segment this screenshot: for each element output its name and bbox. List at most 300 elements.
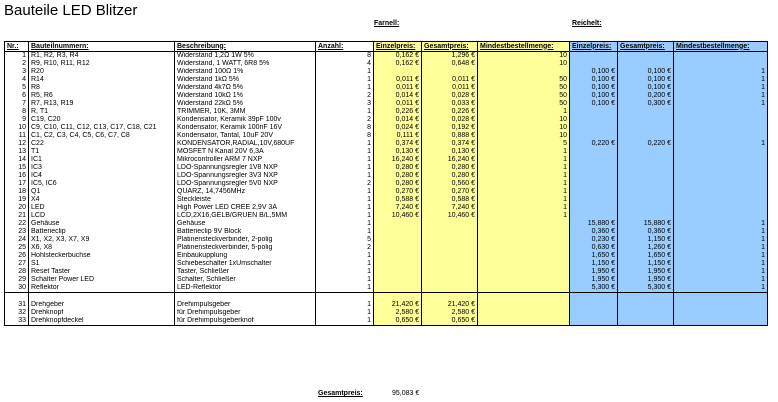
table-cell[interactable]: 5 (478, 140, 570, 148)
table-cell[interactable]: 22 (5, 220, 29, 228)
table-cell[interactable] (674, 196, 768, 204)
table-cell[interactable]: 10 (478, 60, 570, 68)
table-cell[interactable]: 0,270 € (422, 188, 478, 196)
table-cell[interactable]: 0,280 € (422, 172, 478, 180)
table-cell[interactable] (422, 68, 478, 76)
table-cell[interactable]: 0,588 € (422, 196, 478, 204)
table-cell[interactable]: 1 (478, 204, 570, 212)
table-cell[interactable]: 18 (5, 188, 29, 196)
table-cell[interactable] (618, 116, 674, 124)
table-cell[interactable]: 1,950 € (570, 276, 618, 284)
table-cell[interactable] (478, 220, 570, 228)
table-cell[interactable] (478, 260, 570, 268)
table-cell[interactable]: High Power LED CREE 2,9V 3A (175, 204, 316, 212)
table-cell[interactable]: 27 (5, 260, 29, 268)
table-cell[interactable]: 0,588 € (374, 196, 422, 204)
table-cell[interactable]: 50 (478, 84, 570, 92)
table-cell[interactable]: 4 (5, 76, 29, 84)
table-cell[interactable]: 2,580 € (374, 309, 422, 317)
table-cell[interactable]: 31 (5, 301, 29, 309)
table-cell[interactable] (570, 52, 618, 61)
table-cell[interactable]: Drehimpulsgeber (175, 301, 316, 309)
table-cell[interactable]: 0,130 € (374, 148, 422, 156)
table-cell[interactable] (570, 196, 618, 204)
table-cell[interactable] (570, 148, 618, 156)
table-cell[interactable]: 1,260 € (618, 244, 674, 252)
table-cell[interactable] (570, 293, 618, 302)
table-cell[interactable] (570, 116, 618, 124)
table-cell[interactable]: IC3 (29, 164, 175, 172)
table-cell[interactable] (422, 260, 478, 268)
table-cell[interactable]: 0,028 € (422, 92, 478, 100)
table-cell[interactable]: 1,950 € (618, 276, 674, 284)
table-cell[interactable] (618, 188, 674, 196)
table-cell[interactable] (674, 172, 768, 180)
table-cell[interactable]: 1 (478, 196, 570, 204)
table-cell[interactable]: Widerstand 1,2Ω 1W 5% (175, 52, 316, 61)
table-cell[interactable]: Reflektor (29, 284, 175, 293)
table-cell[interactable]: 6 (5, 92, 29, 100)
table-cell[interactable] (374, 276, 422, 284)
table-cell[interactable]: IC1 (29, 156, 175, 164)
table-cell[interactable]: 0,011 € (374, 76, 422, 84)
table-cell[interactable]: Platinensteckverbinder, 2-polig (175, 236, 316, 244)
table-cell[interactable]: 1 (674, 68, 768, 76)
table-cell[interactable]: 50 (478, 76, 570, 84)
table-cell[interactable]: 15 (5, 164, 29, 172)
table-cell[interactable] (570, 204, 618, 212)
table-cell[interactable]: 24 (5, 236, 29, 244)
table-cell[interactable]: 1 (674, 220, 768, 228)
table-cell[interactable] (374, 268, 422, 276)
table-cell[interactable] (618, 132, 674, 140)
table-cell[interactable]: 1,950 € (570, 268, 618, 276)
table-cell[interactable] (570, 309, 618, 317)
table-cell[interactable] (570, 156, 618, 164)
table-cell[interactable]: Q1 (29, 188, 175, 196)
table-cell[interactable]: LDO-Spannungsregler 5V0 NXP (175, 180, 316, 188)
table-cell[interactable] (674, 52, 768, 61)
table-cell[interactable]: C9, C10, C11, C12, C13, C17, C18, C21 (29, 124, 175, 132)
table-cell[interactable]: 1 (316, 276, 374, 284)
table-cell[interactable]: 1 (316, 172, 374, 180)
table-cell[interactable]: 2 (316, 180, 374, 188)
table-cell[interactable]: Gehäuse (175, 220, 316, 228)
table-cell[interactable]: 0,100 € (618, 76, 674, 84)
table-cell[interactable]: 1,296 € (422, 52, 478, 61)
table-cell[interactable]: 1 (5, 52, 29, 61)
table-cell[interactable]: 1 (316, 148, 374, 156)
table-cell[interactable]: 0,014 € (374, 92, 422, 100)
table-cell[interactable] (618, 293, 674, 302)
table-cell[interactable]: Platinensteckverbinder, 5-polig (175, 244, 316, 252)
table-cell[interactable] (674, 124, 768, 132)
table-cell[interactable]: 0,220 € (618, 140, 674, 148)
table-cell[interactable]: Drehknopfdeckel (29, 317, 175, 326)
table-cell[interactable]: 26 (5, 252, 29, 260)
table-cell[interactable]: 10 (5, 124, 29, 132)
table-cell[interactable] (674, 309, 768, 317)
table-cell[interactable]: 0,280 € (374, 164, 422, 172)
table-cell[interactable] (478, 276, 570, 284)
table-cell[interactable]: 16,240 € (374, 156, 422, 164)
table-cell[interactable]: 1 (316, 284, 374, 293)
column-header[interactable]: Nr.: (5, 42, 29, 52)
table-cell[interactable]: 0,220 € (570, 140, 618, 148)
table-cell[interactable]: 0,280 € (374, 172, 422, 180)
table-cell[interactable]: R9, R10, R11, R12 (29, 60, 175, 68)
table-cell[interactable]: 0,192 € (422, 124, 478, 132)
table-cell[interactable] (674, 148, 768, 156)
table-cell[interactable]: Kondensator, Tantal, 10uF 20V (175, 132, 316, 140)
table-cell[interactable]: KONDENSATOR,RADIAL,10V,680UF (175, 140, 316, 148)
table-cell[interactable] (674, 60, 768, 68)
table-cell[interactable]: Einbaukupplung (175, 252, 316, 260)
table-cell[interactable] (478, 301, 570, 309)
table-cell[interactable]: 0,374 € (422, 140, 478, 148)
table-cell[interactable]: R, T1 (29, 108, 175, 116)
table-cell[interactable]: 2 (316, 116, 374, 124)
table-cell[interactable]: 0,011 € (374, 100, 422, 108)
table-cell[interactable] (422, 268, 478, 276)
table-cell[interactable] (316, 293, 374, 302)
table-cell[interactable]: Reset Taster (29, 268, 175, 276)
table-cell[interactable]: 0,650 € (422, 317, 478, 326)
table-cell[interactable]: X4 (29, 196, 175, 204)
table-cell[interactable] (618, 309, 674, 317)
table-cell[interactable]: 1 (316, 301, 374, 309)
table-cell[interactable] (570, 188, 618, 196)
table-cell[interactable] (374, 252, 422, 260)
table-cell[interactable]: 1 (316, 196, 374, 204)
table-cell[interactable]: 1 (478, 156, 570, 164)
table-cell[interactable] (478, 68, 570, 76)
table-cell[interactable] (570, 164, 618, 172)
table-cell[interactable]: 0,130 € (422, 148, 478, 156)
table-cell[interactable] (422, 284, 478, 293)
table-cell[interactable]: 17 (5, 180, 29, 188)
table-cell[interactable]: 8 (316, 124, 374, 132)
table-cell[interactable]: LDO-Spannungsregler 1V8 NXP (175, 164, 316, 172)
table-cell[interactable] (618, 60, 674, 68)
table-cell[interactable]: Taster, Schließer (175, 268, 316, 276)
table-cell[interactable]: TRIMMER, 10K, 3MM (175, 108, 316, 116)
table-cell[interactable]: 1 (478, 164, 570, 172)
table-cell[interactable]: 13 (5, 148, 29, 156)
table-cell[interactable] (618, 148, 674, 156)
table-cell[interactable]: 29 (5, 276, 29, 284)
table-cell[interactable] (374, 260, 422, 268)
table-cell[interactable]: 1 (316, 76, 374, 84)
table-cell[interactable]: 0,162 € (374, 52, 422, 61)
table-cell[interactable]: 1 (478, 108, 570, 116)
table-cell[interactable]: 4 (316, 60, 374, 68)
table-cell[interactable]: Schiebeschalter 1xUmschalter (175, 260, 316, 268)
table-cell[interactable]: Mikrocontroller ARM 7 NXP (175, 156, 316, 164)
table-cell[interactable]: Hohlsteckerbuchse (29, 252, 175, 260)
table-cell[interactable]: Widerstand 22kΩ 5% (175, 100, 316, 108)
table-cell[interactable]: 0,024 € (374, 124, 422, 132)
table-cell[interactable]: 0,100 € (618, 68, 674, 76)
table-cell[interactable] (5, 293, 29, 302)
table-cell[interactable]: Drehgeber (29, 301, 175, 309)
column-header[interactable]: Mindestbestellmenge: (478, 42, 570, 52)
table-cell[interactable]: 32 (5, 309, 29, 317)
table-cell[interactable]: 1 (674, 244, 768, 252)
table-cell[interactable]: 1,650 € (570, 252, 618, 260)
table-cell[interactable]: C1, C2, C3, C4, C5, C6, C7, C8 (29, 132, 175, 140)
table-cell[interactable]: 20 (5, 204, 29, 212)
table-cell[interactable] (570, 132, 618, 140)
table-cell[interactable]: 0,100 € (570, 68, 618, 76)
table-cell[interactable] (674, 204, 768, 212)
table-cell[interactable]: 2 (316, 92, 374, 100)
table-cell[interactable] (478, 236, 570, 244)
table-cell[interactable]: 1 (316, 212, 374, 220)
table-cell[interactable]: 0,111 € (374, 132, 422, 140)
table-cell[interactable]: 0,011 € (422, 84, 478, 92)
table-cell[interactable]: 33 (5, 317, 29, 326)
table-cell[interactable]: R14 (29, 76, 175, 84)
table-cell[interactable]: 0,560 € (422, 180, 478, 188)
table-cell[interactable]: Kondensator, Keramik 39pF 100v (175, 116, 316, 124)
table-cell[interactable]: Widerstand 1kΩ 5% (175, 76, 316, 84)
table-cell[interactable] (618, 156, 674, 164)
table-cell[interactable]: 1 (674, 228, 768, 236)
table-cell[interactable]: 0,100 € (570, 100, 618, 108)
table-cell[interactable]: Schalter Power LED (29, 276, 175, 284)
table-cell[interactable]: 0,374 € (374, 140, 422, 148)
table-cell[interactable]: Batterieclip (29, 228, 175, 236)
table-cell[interactable]: 7,240 € (374, 204, 422, 212)
table-cell[interactable] (570, 60, 618, 68)
table-cell[interactable] (478, 317, 570, 326)
table-cell[interactable]: 1 (674, 284, 768, 293)
table-cell[interactable]: 1 (316, 204, 374, 212)
table-cell[interactable]: 10 (478, 52, 570, 61)
table-cell[interactable]: für Drehimpulsgeberknof (175, 317, 316, 326)
table-cell[interactable]: 1 (316, 309, 374, 317)
table-cell[interactable]: 25 (5, 244, 29, 252)
table-cell[interactable] (478, 244, 570, 252)
table-cell[interactable]: 50 (478, 92, 570, 100)
table-cell[interactable]: 2 (316, 244, 374, 252)
table-cell[interactable]: C22 (29, 140, 175, 148)
table-cell[interactable]: 1 (478, 172, 570, 180)
table-cell[interactable] (674, 108, 768, 116)
table-cell[interactable] (374, 228, 422, 236)
table-cell[interactable]: X1, X2, X3, X7, X9 (29, 236, 175, 244)
table-cell[interactable]: 7,240 € (422, 204, 478, 212)
table-cell[interactable] (674, 188, 768, 196)
table-cell[interactable]: 1 (316, 164, 374, 172)
table-cell[interactable] (618, 124, 674, 132)
table-cell[interactable]: 0,280 € (374, 180, 422, 188)
table-cell[interactable]: 23 (5, 228, 29, 236)
table-cell[interactable]: 0,011 € (374, 84, 422, 92)
table-cell[interactable]: 10 (478, 132, 570, 140)
column-header[interactable]: Einzelpreis: (374, 42, 422, 52)
table-cell[interactable]: 1 (478, 212, 570, 220)
table-cell[interactable]: R8 (29, 84, 175, 92)
table-cell[interactable] (478, 268, 570, 276)
table-cell[interactable] (570, 212, 618, 220)
table-cell[interactable]: 1 (316, 220, 374, 228)
table-cell[interactable]: 19 (5, 196, 29, 204)
table-cell[interactable]: 5,300 € (570, 284, 618, 293)
table-cell[interactable]: IC4 (29, 172, 175, 180)
table-cell[interactable]: 1 (478, 180, 570, 188)
table-cell[interactable]: 21,420 € (374, 301, 422, 309)
table-cell[interactable]: 0,200 € (618, 92, 674, 100)
table-cell[interactable]: 1 (316, 68, 374, 76)
table-cell[interactable]: 16,240 € (422, 156, 478, 164)
table-cell[interactable] (478, 293, 570, 302)
table-cell[interactable]: 1 (674, 276, 768, 284)
table-cell[interactable] (674, 293, 768, 302)
table-cell[interactable]: 0,230 € (570, 236, 618, 244)
table-cell[interactable] (570, 172, 618, 180)
table-cell[interactable]: LED (29, 204, 175, 212)
table-cell[interactable]: 8 (316, 132, 374, 140)
table-cell[interactable]: 15,880 € (618, 220, 674, 228)
table-cell[interactable] (618, 204, 674, 212)
table-cell[interactable] (618, 108, 674, 116)
table-cell[interactable] (374, 293, 422, 302)
table-cell[interactable] (618, 164, 674, 172)
table-cell[interactable]: 1,950 € (618, 268, 674, 276)
table-cell[interactable]: 3 (5, 68, 29, 76)
column-header[interactable]: Bauteilnummern: (29, 42, 175, 52)
table-cell[interactable]: für Drehimpulsgeber (175, 309, 316, 317)
table-cell[interactable]: 1 (316, 260, 374, 268)
table-cell[interactable]: 0,648 € (422, 60, 478, 68)
table-cell[interactable]: 12 (5, 140, 29, 148)
table-cell[interactable] (374, 68, 422, 76)
table-cell[interactable]: 10 (478, 116, 570, 124)
table-cell[interactable]: IC5, IC6 (29, 180, 175, 188)
column-header[interactable]: Mindestbestellmenge: (674, 42, 768, 52)
table-cell[interactable]: 0,100 € (618, 84, 674, 92)
table-cell[interactable]: R20 (29, 68, 175, 76)
table-cell[interactable]: 10,460 € (374, 212, 422, 220)
table-cell[interactable]: S1 (29, 260, 175, 268)
column-header[interactable]: Gesamtpreis: (618, 42, 674, 52)
table-cell[interactable] (674, 132, 768, 140)
table-cell[interactable]: LED-Reflektor (175, 284, 316, 293)
table-cell[interactable]: 5 (316, 236, 374, 244)
table-cell[interactable]: 0,226 € (422, 108, 478, 116)
table-cell[interactable]: 1 (478, 188, 570, 196)
table-cell[interactable]: 0,033 € (422, 100, 478, 108)
table-cell[interactable] (618, 52, 674, 61)
table-cell[interactable]: 1 (316, 108, 374, 116)
table-cell[interactable]: 1 (674, 92, 768, 100)
table-cell[interactable]: 1 (316, 156, 374, 164)
table-cell[interactable]: Kondensator, Keramik 100nF 16V (175, 124, 316, 132)
table-cell[interactable] (618, 317, 674, 326)
table-cell[interactable]: 0,100 € (570, 84, 618, 92)
table-cell[interactable] (570, 180, 618, 188)
table-cell[interactable]: Steckleiste (175, 196, 316, 204)
table-cell[interactable]: 0,100 € (570, 76, 618, 84)
table-cell[interactable]: MOSFET N Kanal 20V 6,3A (175, 148, 316, 156)
table-cell[interactable]: 8 (5, 108, 29, 116)
table-cell[interactable] (422, 228, 478, 236)
table-cell[interactable]: 1 (316, 317, 374, 326)
table-cell[interactable]: 1 (316, 252, 374, 260)
table-cell[interactable] (674, 164, 768, 172)
table-cell[interactable] (29, 293, 175, 302)
table-cell[interactable]: 1,150 € (618, 260, 674, 268)
table-cell[interactable]: 0,630 € (570, 244, 618, 252)
column-header[interactable]: Einzelpreis: (570, 42, 618, 52)
table-cell[interactable]: 28 (5, 268, 29, 276)
table-cell[interactable]: 0,100 € (570, 92, 618, 100)
table-cell[interactable]: 1,150 € (618, 236, 674, 244)
table-cell[interactable]: Widerstand 10kΩ 1% (175, 92, 316, 100)
table-cell[interactable] (674, 317, 768, 326)
table-cell[interactable]: 1 (674, 140, 768, 148)
table-cell[interactable] (422, 293, 478, 302)
table-cell[interactable]: 1 (674, 236, 768, 244)
table-cell[interactable]: Drehknopf (29, 309, 175, 317)
table-cell[interactable] (674, 156, 768, 164)
table-cell[interactable]: 0,650 € (374, 317, 422, 326)
table-cell[interactable] (478, 252, 570, 260)
table-cell[interactable] (618, 301, 674, 309)
table-cell[interactable]: Schalter, Schließer (175, 276, 316, 284)
table-cell[interactable]: Widerstand 4k7Ω 5% (175, 84, 316, 92)
table-cell[interactable]: 0,360 € (618, 228, 674, 236)
table-cell[interactable]: 5 (5, 84, 29, 92)
table-cell[interactable] (374, 244, 422, 252)
table-cell[interactable] (570, 124, 618, 132)
table-cell[interactable]: LCD (29, 212, 175, 220)
table-cell[interactable] (618, 180, 674, 188)
table-cell[interactable]: 1 (316, 228, 374, 236)
table-cell[interactable]: 0,014 € (374, 116, 422, 124)
table-cell[interactable]: 16 (5, 172, 29, 180)
column-header[interactable]: Beschreibung: (175, 42, 316, 52)
table-cell[interactable] (422, 244, 478, 252)
table-cell[interactable]: C19, C20 (29, 116, 175, 124)
table-cell[interactable]: 0,888 € (422, 132, 478, 140)
table-cell[interactable] (674, 301, 768, 309)
table-cell[interactable]: 0,011 € (422, 76, 478, 84)
table-cell[interactable]: 2 (5, 60, 29, 68)
table-cell[interactable] (175, 293, 316, 302)
table-cell[interactable]: 0,162 € (374, 60, 422, 68)
table-cell[interactable] (374, 236, 422, 244)
table-cell[interactable]: T1 (29, 148, 175, 156)
table-cell[interactable]: 15,880 € (570, 220, 618, 228)
table-cell[interactable]: Widerstand, 1 WATT, 6R8 5% (175, 60, 316, 68)
table-cell[interactable] (422, 252, 478, 260)
table-cell[interactable]: R5, R6 (29, 92, 175, 100)
table-cell[interactable] (478, 309, 570, 317)
column-header[interactable]: Anzahl: (316, 42, 374, 52)
table-cell[interactable]: 30 (5, 284, 29, 293)
table-cell[interactable]: 0,270 € (374, 188, 422, 196)
table-cell[interactable]: 5,300 € (618, 284, 674, 293)
table-cell[interactable] (618, 196, 674, 204)
table-cell[interactable]: LCD,2X16,GELB/GRUEN B/L,5MM (175, 212, 316, 220)
table-cell[interactable]: LDO-Spannungsregler 3V3 NXP (175, 172, 316, 180)
table-cell[interactable] (618, 172, 674, 180)
table-cell[interactable] (374, 284, 422, 293)
table-cell[interactable] (422, 236, 478, 244)
